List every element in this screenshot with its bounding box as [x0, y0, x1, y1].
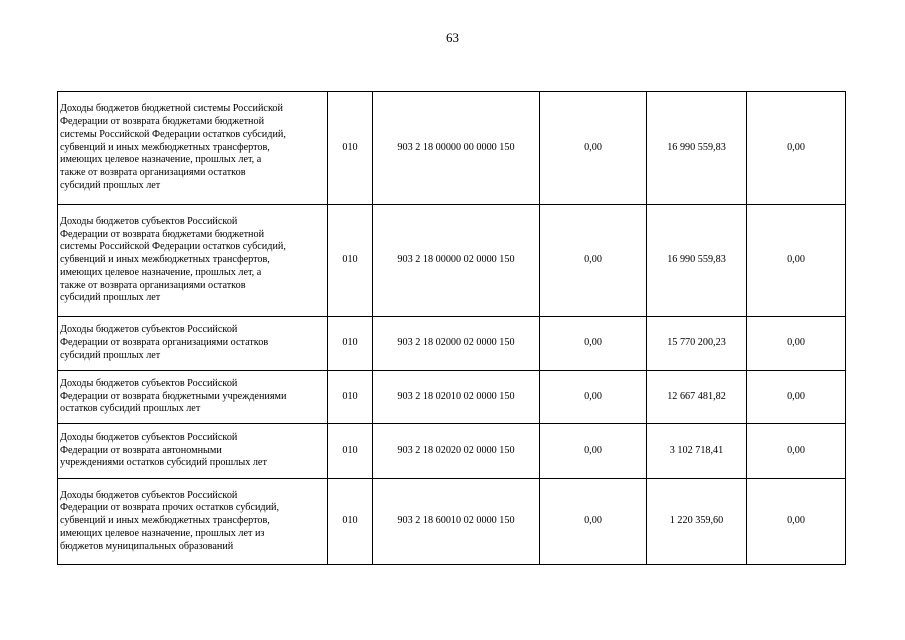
income-name-cell: [58, 317, 328, 371]
income-name-cell: [58, 424, 328, 479]
amount-cell: 0,00: [747, 424, 846, 479]
amount-cell: 0,00: [540, 317, 647, 371]
amount-cell: 0,00: [747, 371, 846, 424]
income-name-line: Федерации от возврата бюджетами бюджетной: [60, 228, 265, 240]
table-row: [58, 205, 846, 317]
income-name-line: также от возврата организациями остатков: [60, 279, 246, 291]
income-name-line: Федерации от возврата бюджетами бюджетной: [60, 116, 265, 127]
line-code-cell: 010: [328, 371, 373, 424]
income-name-line: учреждениями остатков субсидий прошлых лет: [60, 457, 267, 469]
income-name-line: субвенций и иных межбюджетных трансфертов,: [60, 141, 270, 153]
table-row: [58, 371, 846, 424]
income-name-cell: [58, 92, 328, 205]
income-name-line: субсидий прошлых лет: [60, 179, 161, 191]
income-name-cell: [58, 479, 328, 565]
amount-cell: 0,00: [747, 479, 846, 565]
income-name-line: Федерации от возврата бюджетными учреждениями: [60, 390, 287, 402]
amount-cell: 0,00: [747, 317, 846, 371]
income-name-line: субсидий прошлых лет: [60, 292, 161, 304]
table-row: [58, 479, 846, 565]
income-name-line: Доходы бюджетов субъектов Российской: [60, 215, 238, 227]
amount-cell: 0,00: [540, 92, 647, 205]
line-code-cell: 010: [328, 424, 373, 479]
income-name-line: имеющих целевое назначение, прошлых лет, а: [60, 154, 262, 166]
income-name-line: бюджетов муниципальных образований: [60, 540, 234, 552]
budget-classification-code-cell: 903 2 18 00000 02 0000 150: [373, 205, 540, 317]
income-name-cell: [58, 371, 328, 424]
table-row: [58, 424, 846, 479]
budget-classification-code-cell: 903 2 18 00000 00 0000 150: [373, 92, 540, 205]
line-code-cell: 010: [328, 479, 373, 565]
income-name-line: остатков субсидий прошлых лет: [60, 403, 201, 415]
income-name-line: имеющих целевое назначение, прошлых лет, а: [60, 266, 262, 278]
line-code-cell: 010: [328, 205, 373, 317]
amount-cell: 0,00: [747, 92, 846, 205]
amount-cell: 0,00: [747, 205, 846, 317]
income-name-line: имеющих целевое назначение, прошлых лет из: [60, 527, 265, 539]
budget-classification-code-cell: 903 2 18 02000 02 0000 150: [373, 317, 540, 371]
amount-cell: 0,00: [540, 479, 647, 565]
amount-cell: 0,00: [540, 371, 647, 424]
amount-cell: 16 990 559,83: [647, 205, 747, 317]
income-name-line: Федерации от возврата прочих остатков субсидий,: [60, 502, 280, 514]
amount-cell: 15 770 200,23: [647, 317, 747, 371]
income-name-line: Доходы бюджетов субъектов Российской: [60, 377, 238, 389]
line-code-cell: 010: [328, 92, 373, 205]
page-number: 63: [446, 30, 459, 45]
income-name-line: субвенций и иных межбюджетных трансфертов,: [60, 254, 270, 266]
income-name-line: Доходы бюджетов субъектов Российской: [60, 489, 238, 501]
amount-cell: 1 220 359,60: [647, 479, 747, 565]
income-name-line: Доходы бюджетов бюджетной системы Российской: [60, 103, 283, 115]
income-name-line: системы Российской Федерации остатков субсидий,: [60, 241, 286, 253]
line-code-cell: 010: [328, 317, 373, 371]
amount-cell: 12 667 481,82: [647, 371, 747, 424]
budget-classification-code-cell: 903 2 18 02020 02 0000 150: [373, 424, 540, 479]
table-row: [58, 317, 846, 371]
budget-classification-code-cell: 903 2 18 02010 02 0000 150: [373, 371, 540, 424]
income-name-line: субсидий прошлых лет: [60, 349, 161, 361]
income-name-line: субвенций и иных межбюджетных трансфертов,: [60, 515, 270, 527]
income-name-line: Доходы бюджетов субъектов Российской: [60, 324, 238, 336]
income-name-line: системы Российской Федерации остатков субсидий,: [60, 128, 286, 140]
budget-classification-code-cell: 903 2 18 60010 02 0000 150: [373, 479, 540, 565]
amount-cell: 0,00: [540, 205, 647, 317]
amount-cell: 3 102 718,41: [647, 424, 747, 479]
income-name-line: Федерации от возврата автономными: [60, 444, 222, 456]
income-name-cell: [58, 205, 328, 317]
budget-income-table: [57, 91, 846, 565]
income-name-line: Федерации от возврата организациями остатков: [60, 337, 269, 349]
amount-cell: 16 990 559,83: [647, 92, 747, 205]
amount-cell: 0,00: [540, 424, 647, 479]
table-row: [58, 92, 846, 205]
income-name-line: Доходы бюджетов субъектов Российской: [60, 431, 238, 443]
income-name-line: также от возврата организациями остатков: [60, 167, 246, 179]
